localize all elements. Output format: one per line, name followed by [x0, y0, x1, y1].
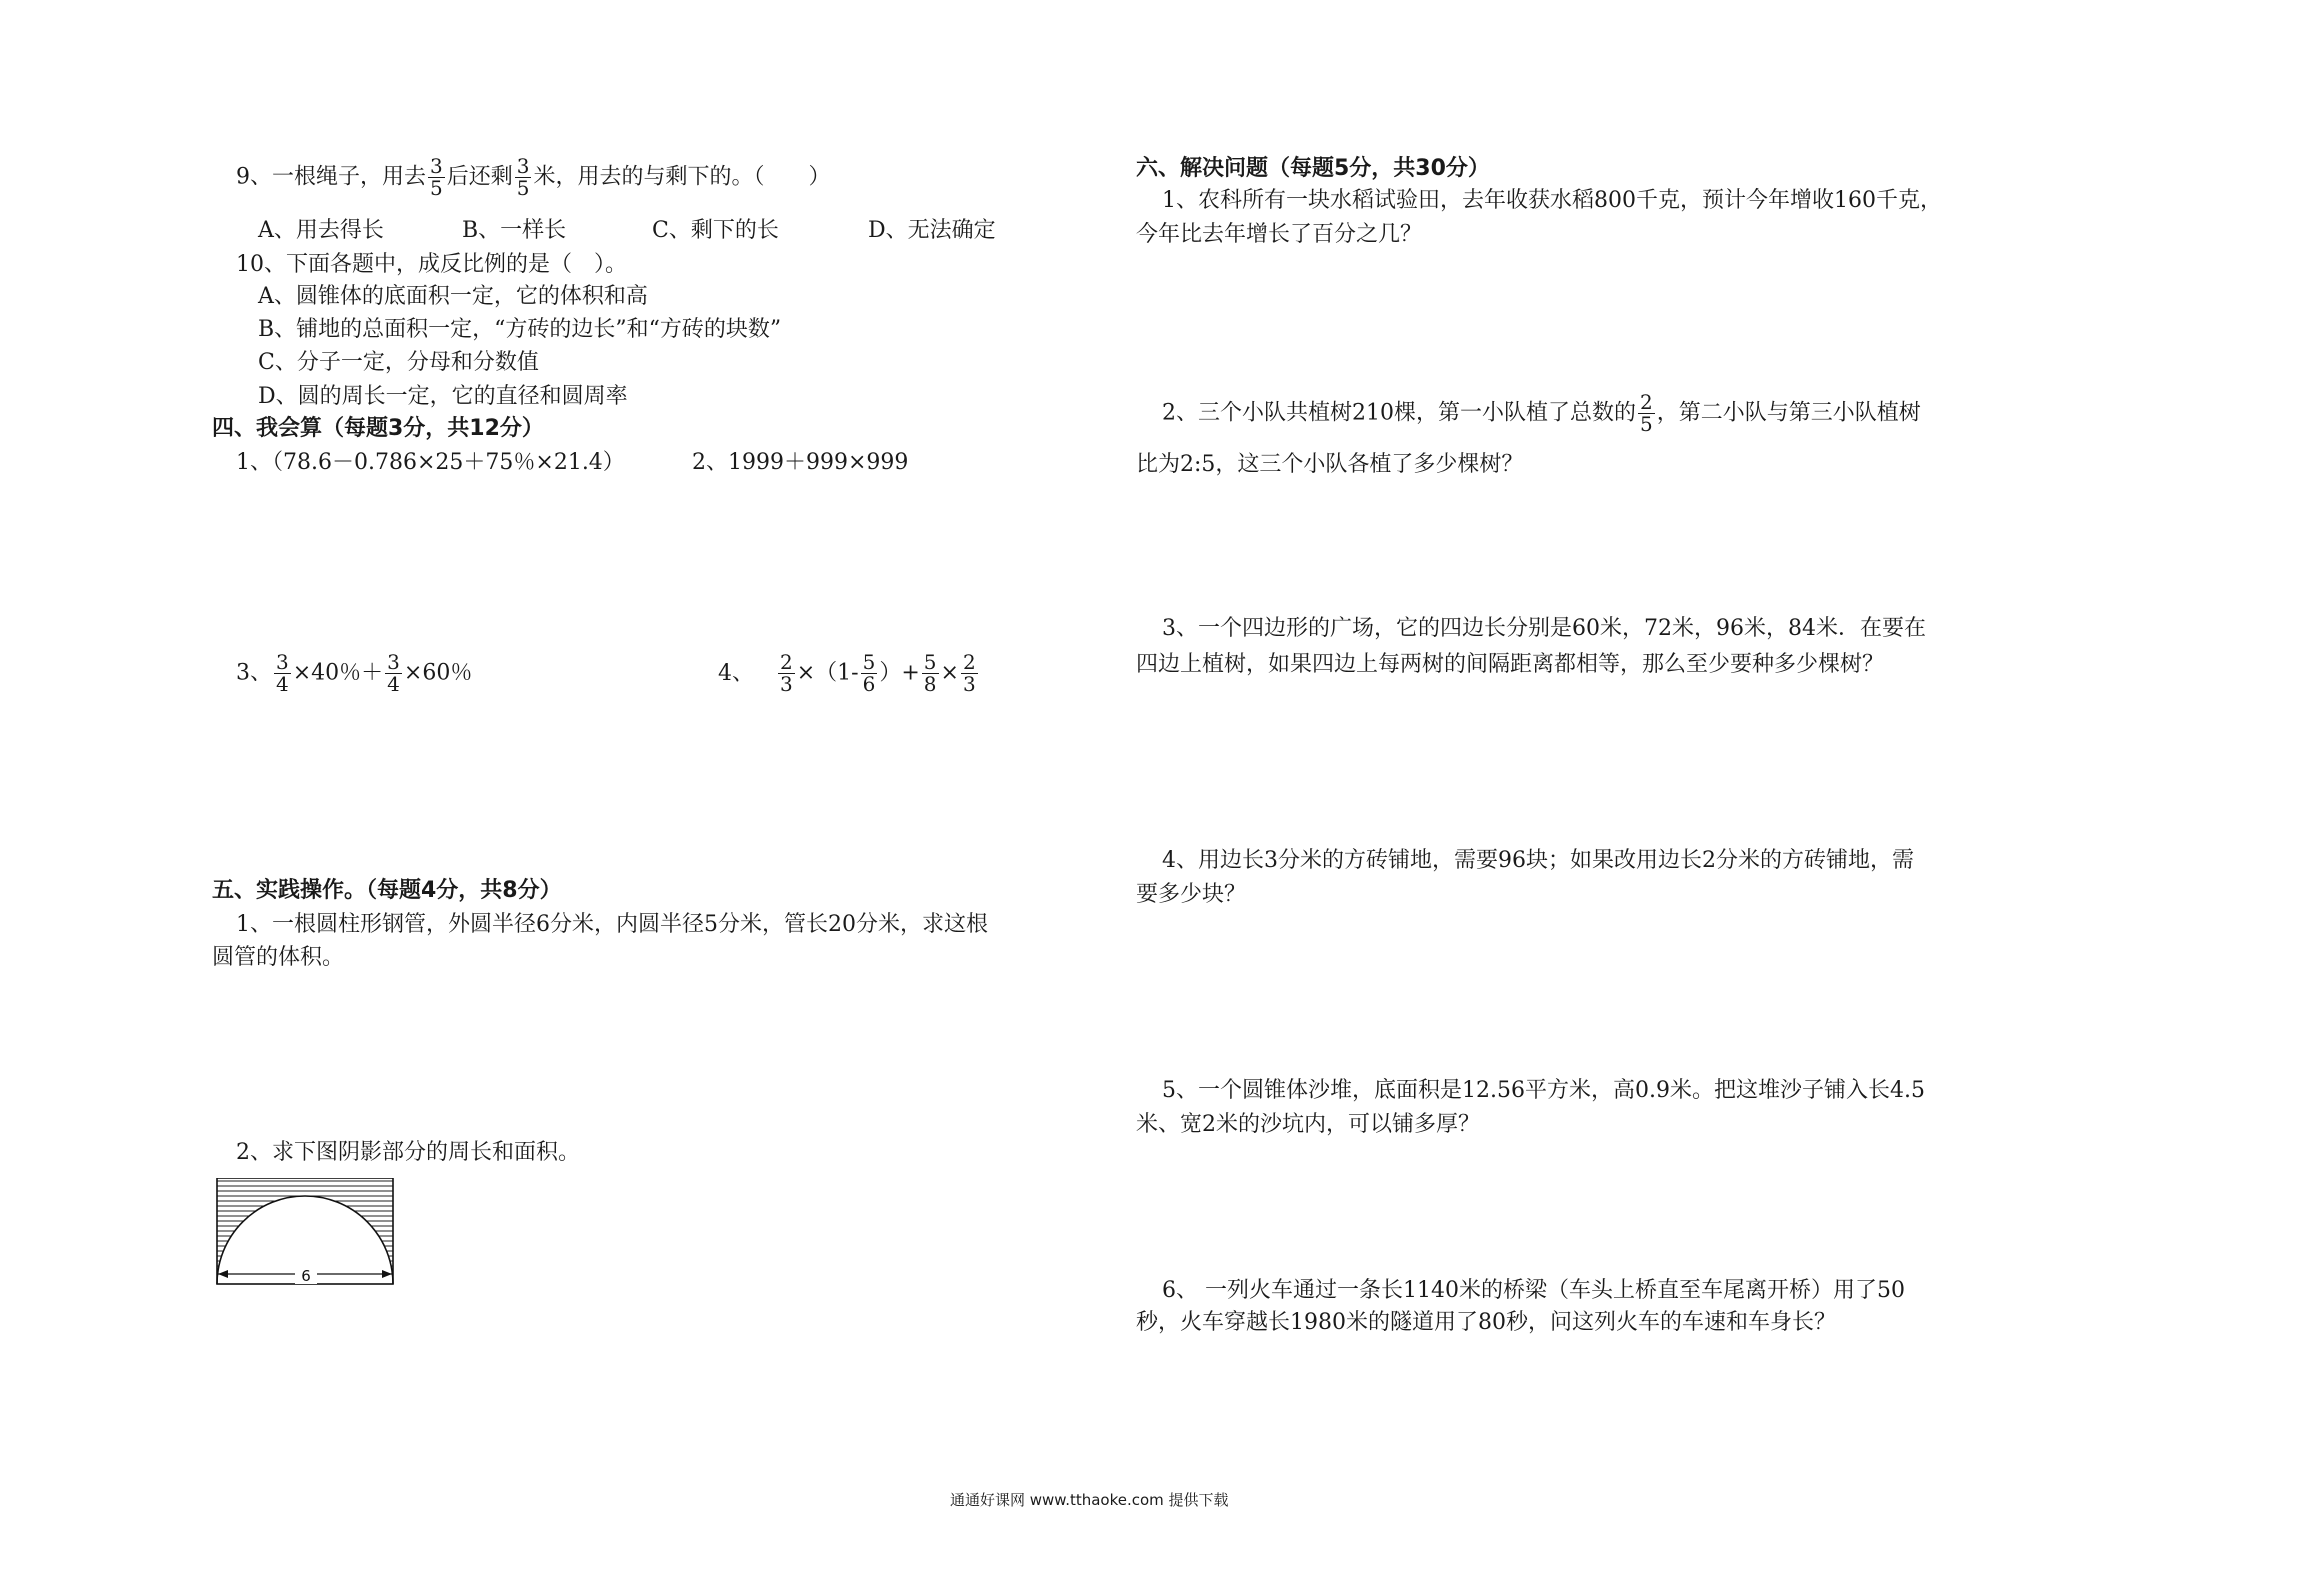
- numerator: 2: [1640, 390, 1653, 414]
- calc-3-fraction-2: [385, 652, 402, 695]
- problem-5-line-2: 米、宽2米的沙坑内，可以铺多厚？: [1136, 1112, 1480, 1137]
- q10-stem: 10、下面各题中，成反比例的是（ ）。: [236, 252, 627, 277]
- problem-4-line-1: 4、用边长3分米的方砖铺地，需要96块；如果改用边长2分米的方砖铺地，需: [1162, 848, 1914, 873]
- q9-option-b: B、一样长: [462, 218, 567, 243]
- problem-2-line-1: [1162, 392, 1921, 435]
- calc-4: [718, 652, 980, 695]
- figure-dimension-label: 6: [301, 1267, 311, 1285]
- shaded-semicircle-figure: [210, 1178, 400, 1298]
- denominator: 6: [862, 672, 876, 696]
- calc-4-fraction-2: [861, 652, 878, 695]
- problem-3-line-1: 3、一个四边形的广场，它的四边长分别是60米，72米，96米，84米．在要在: [1162, 616, 1926, 641]
- q10-option-b: B、铺地的总面积一定，“方砖的边长”和“方砖的块数”: [258, 317, 782, 342]
- numerator: 2: [962, 650, 976, 674]
- q9-option-d: D、无法确定: [868, 218, 996, 243]
- calc-4-fraction-3: [922, 652, 939, 695]
- problem-2-text-2: ，第二小队与第三小队植树: [1656, 400, 1921, 426]
- calc-3-op-2: ×60％: [403, 660, 473, 686]
- problem-6-line-2: 秒，火车穿越长1980米的隧道用了80秒，问这列火车的车速和车身长？: [1136, 1310, 1836, 1335]
- calc-4-fraction-4: [961, 652, 978, 695]
- q9-option-a: A、用去得长: [258, 218, 384, 243]
- calc-4-label: 4、: [718, 660, 754, 686]
- q9-stem: [236, 156, 831, 199]
- denominator: 5: [516, 176, 530, 200]
- practice-1-line-1: 1、一根圆柱形钢管，外圆半径6分米，内圆半径5分米，管长20分米，求这根: [236, 912, 988, 937]
- problem-2-fraction: [1638, 392, 1655, 435]
- calc-3: [236, 652, 472, 695]
- problem-3-line-2: 四边上植树，如果四边上每两树的间隔距离都相等，那么至少要种多少棵树？: [1136, 652, 1885, 677]
- denominator: 4: [276, 672, 289, 696]
- numerator: 3: [516, 154, 530, 178]
- calc-3-label: 3、: [236, 660, 272, 686]
- denominator: 5: [1640, 412, 1653, 436]
- numerator: 3: [276, 650, 289, 674]
- problem-1-line-1: 1、农科所有一块水稻试验田，去年收获水稻800千克，预计今年增收160千克，: [1162, 188, 1942, 213]
- denominator: 5: [430, 176, 443, 200]
- q9-option-c: C、剩下的长: [652, 218, 779, 243]
- page-footer: 通通好课网 www.tthaoke.com 提供下载: [950, 1491, 1229, 1509]
- calc-4-op-2: ）+: [879, 660, 920, 686]
- numerator: 3: [387, 650, 400, 674]
- denominator: 4: [387, 672, 400, 696]
- numerator: 5: [862, 650, 876, 674]
- q9-fraction-2: [515, 156, 532, 199]
- denominator: 3: [780, 672, 793, 696]
- section-4-title: 四、我会算（每题3分，共12分）: [212, 416, 544, 441]
- practice-1-line-2: 圆管的体积。: [212, 945, 345, 970]
- calc-3-fraction-1: [274, 652, 291, 695]
- calc-3-op-1: ×40％＋: [292, 660, 384, 686]
- practice-2: 2、求下图阴影部分的周长和面积。: [236, 1140, 580, 1165]
- section-6-title: 六、解决问题（每题5分，共30分）: [1136, 156, 1490, 181]
- problem-2-line-2: 比为2:5，这三个小队各植了多少棵树？: [1136, 452, 1524, 477]
- numerator: 3: [430, 154, 443, 178]
- section-5-title: 五、实践操作。（每题4分，共8分）: [212, 878, 562, 903]
- q9-fraction-1: [428, 156, 445, 199]
- q10-option-c: C、分子一定，分母和分数值: [258, 350, 539, 375]
- calc-4-op-3: ×: [940, 660, 959, 686]
- problem-6-line-1: 6、 一列火车通过一条长1140米的桥梁（车头上桥直至车尾离开桥）用了50: [1162, 1278, 1905, 1303]
- q9-text-3: 米，用去的与剩下的。（ ）: [533, 164, 831, 190]
- calc-4-op-1: ×（1-: [796, 660, 859, 686]
- problem-4-line-2: 要多少块？: [1136, 882, 1247, 907]
- denominator: 8: [923, 672, 937, 696]
- q9-text-1: 9、一根绳子，用去: [236, 164, 426, 190]
- q10-option-a: A、圆锥体的底面积一定，它的体积和高: [258, 284, 648, 309]
- q9-text-2: 后还剩: [446, 164, 513, 190]
- problem-2-text-1: 2、三个小队共植树210棵，第一小队植了总数的: [1162, 400, 1636, 426]
- denominator: 3: [962, 672, 976, 696]
- problem-1-line-2: 今年比去年增长了百分之几？: [1136, 222, 1423, 247]
- numerator: 2: [780, 650, 793, 674]
- calc-2: 2、1999＋999×999: [692, 450, 909, 475]
- problem-5-line-1: 5、一个圆锥体沙堆，底面积是12.56平方米，高0.9米。把这堆沙子铺入长4.5: [1162, 1078, 1925, 1103]
- calc-4-fraction-1: [778, 652, 795, 695]
- calc-1: 1、（78.6－0.786×25＋75％×21.4）: [236, 450, 625, 475]
- numerator: 5: [923, 650, 937, 674]
- q10-option-d: D、圆的周长一定，它的直径和圆周率: [258, 384, 628, 409]
